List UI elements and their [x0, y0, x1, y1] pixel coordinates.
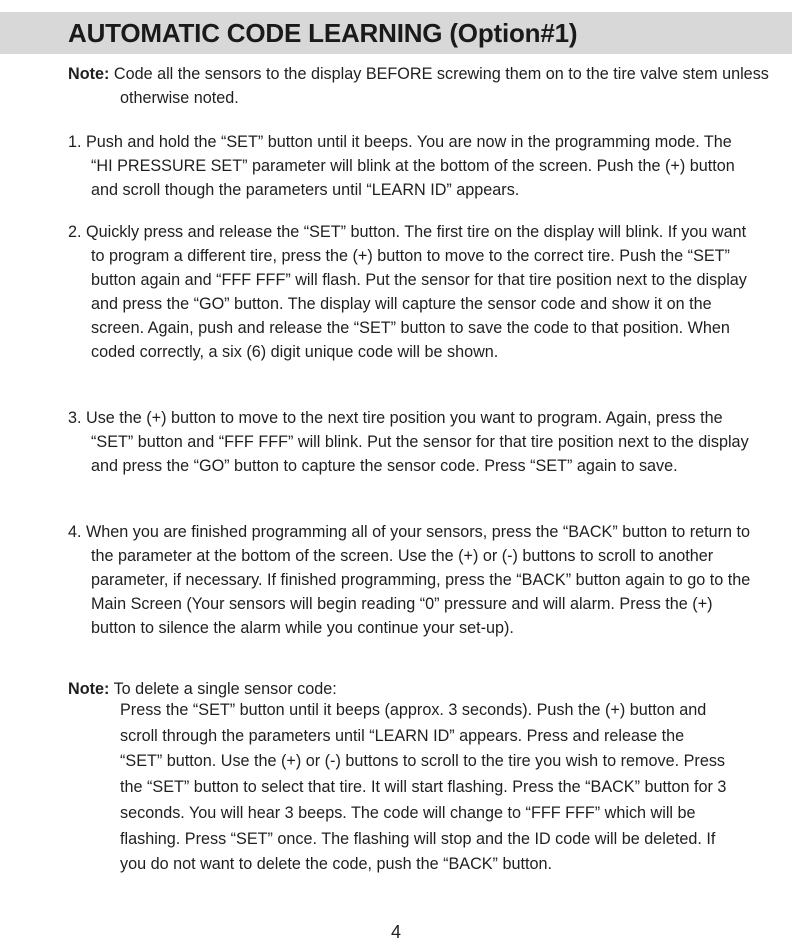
intro-note — [68, 62, 780, 110]
note-label: Note: — [68, 65, 110, 83]
note-label: Note: — [68, 680, 110, 698]
page-title: AUTOMATIC CODE LEARNING (Option#1) — [68, 18, 578, 48]
step-1: 1. Push and hold the “SET” button until it beeps. You are now in the programming mode. The “HI PRESSURE SET” parameter will blink at the bottom of the screen. Push the (+) button and scroll though the parameters until “LEARN ID” appears. — [68, 133, 735, 199]
delete-note-body: Press the “SET” button until it beeps (approx. 3 seconds). Push the (+) button and scroll through the parameters until “LEARN ID” appears. Press and release the “SET” button. Use the (+) or (-) buttons to scroll to the tire you wish to remove. Press the “SET” button to select that tire. It will start flashing. Press the “BACK” button for 3 seconds. You will hear 3 beeps. The code will change to “FFF FFF” which will be flashing. Press “SET” once. The flashing will stop and the ID code will be deleted. If you do not want to delete the code, push the “BACK” button. — [120, 701, 727, 874]
step-4: 4. When you are finished programming all of your sensors, press the “BACK” button to return to the parameter at the bottom of the screen. Use the (+) or (-) buttons to scroll to another parameter, if necessary. If finished programming, press the “BACK” button again to go to the Main Screen (Your sensors will begin reading “0” pressure and will alarm. Press the (+) button to silence the alarm while you continue your set-up). — [68, 523, 751, 637]
step-2: 2. Quickly press and release the “SET” button. The first tire on the display will blink. If you want to program a different tire, press the (+) button to move to the correct tire. Push the “SET” button again and “FFF FFF” will flash. Put the sensor for that tire position next to the display and press the “GO” button. The display will capture the sensor code and show it on the screen. Again, push and release the “SET” button to save the code to that position. When coded correctly, a six (6) digit unique code will be shown. — [68, 223, 747, 361]
step-3: 3. Use the (+) button to move to the next tire position you want to program. Again, press the “SET” button and “FFF FFF” will blink. Put the sensor for that tire position next to the display and press the “GO” button to capture the sensor code. Press “SET” again to save. — [68, 409, 749, 475]
delete-note-title: To delete a single sensor code: — [113, 680, 337, 698]
page-number: 4 — [390, 922, 401, 942]
intro-note-text: Code all the sensors to the display BEFORE screwing them on to the tire valve stem unless otherwise noted. — [113, 65, 769, 107]
